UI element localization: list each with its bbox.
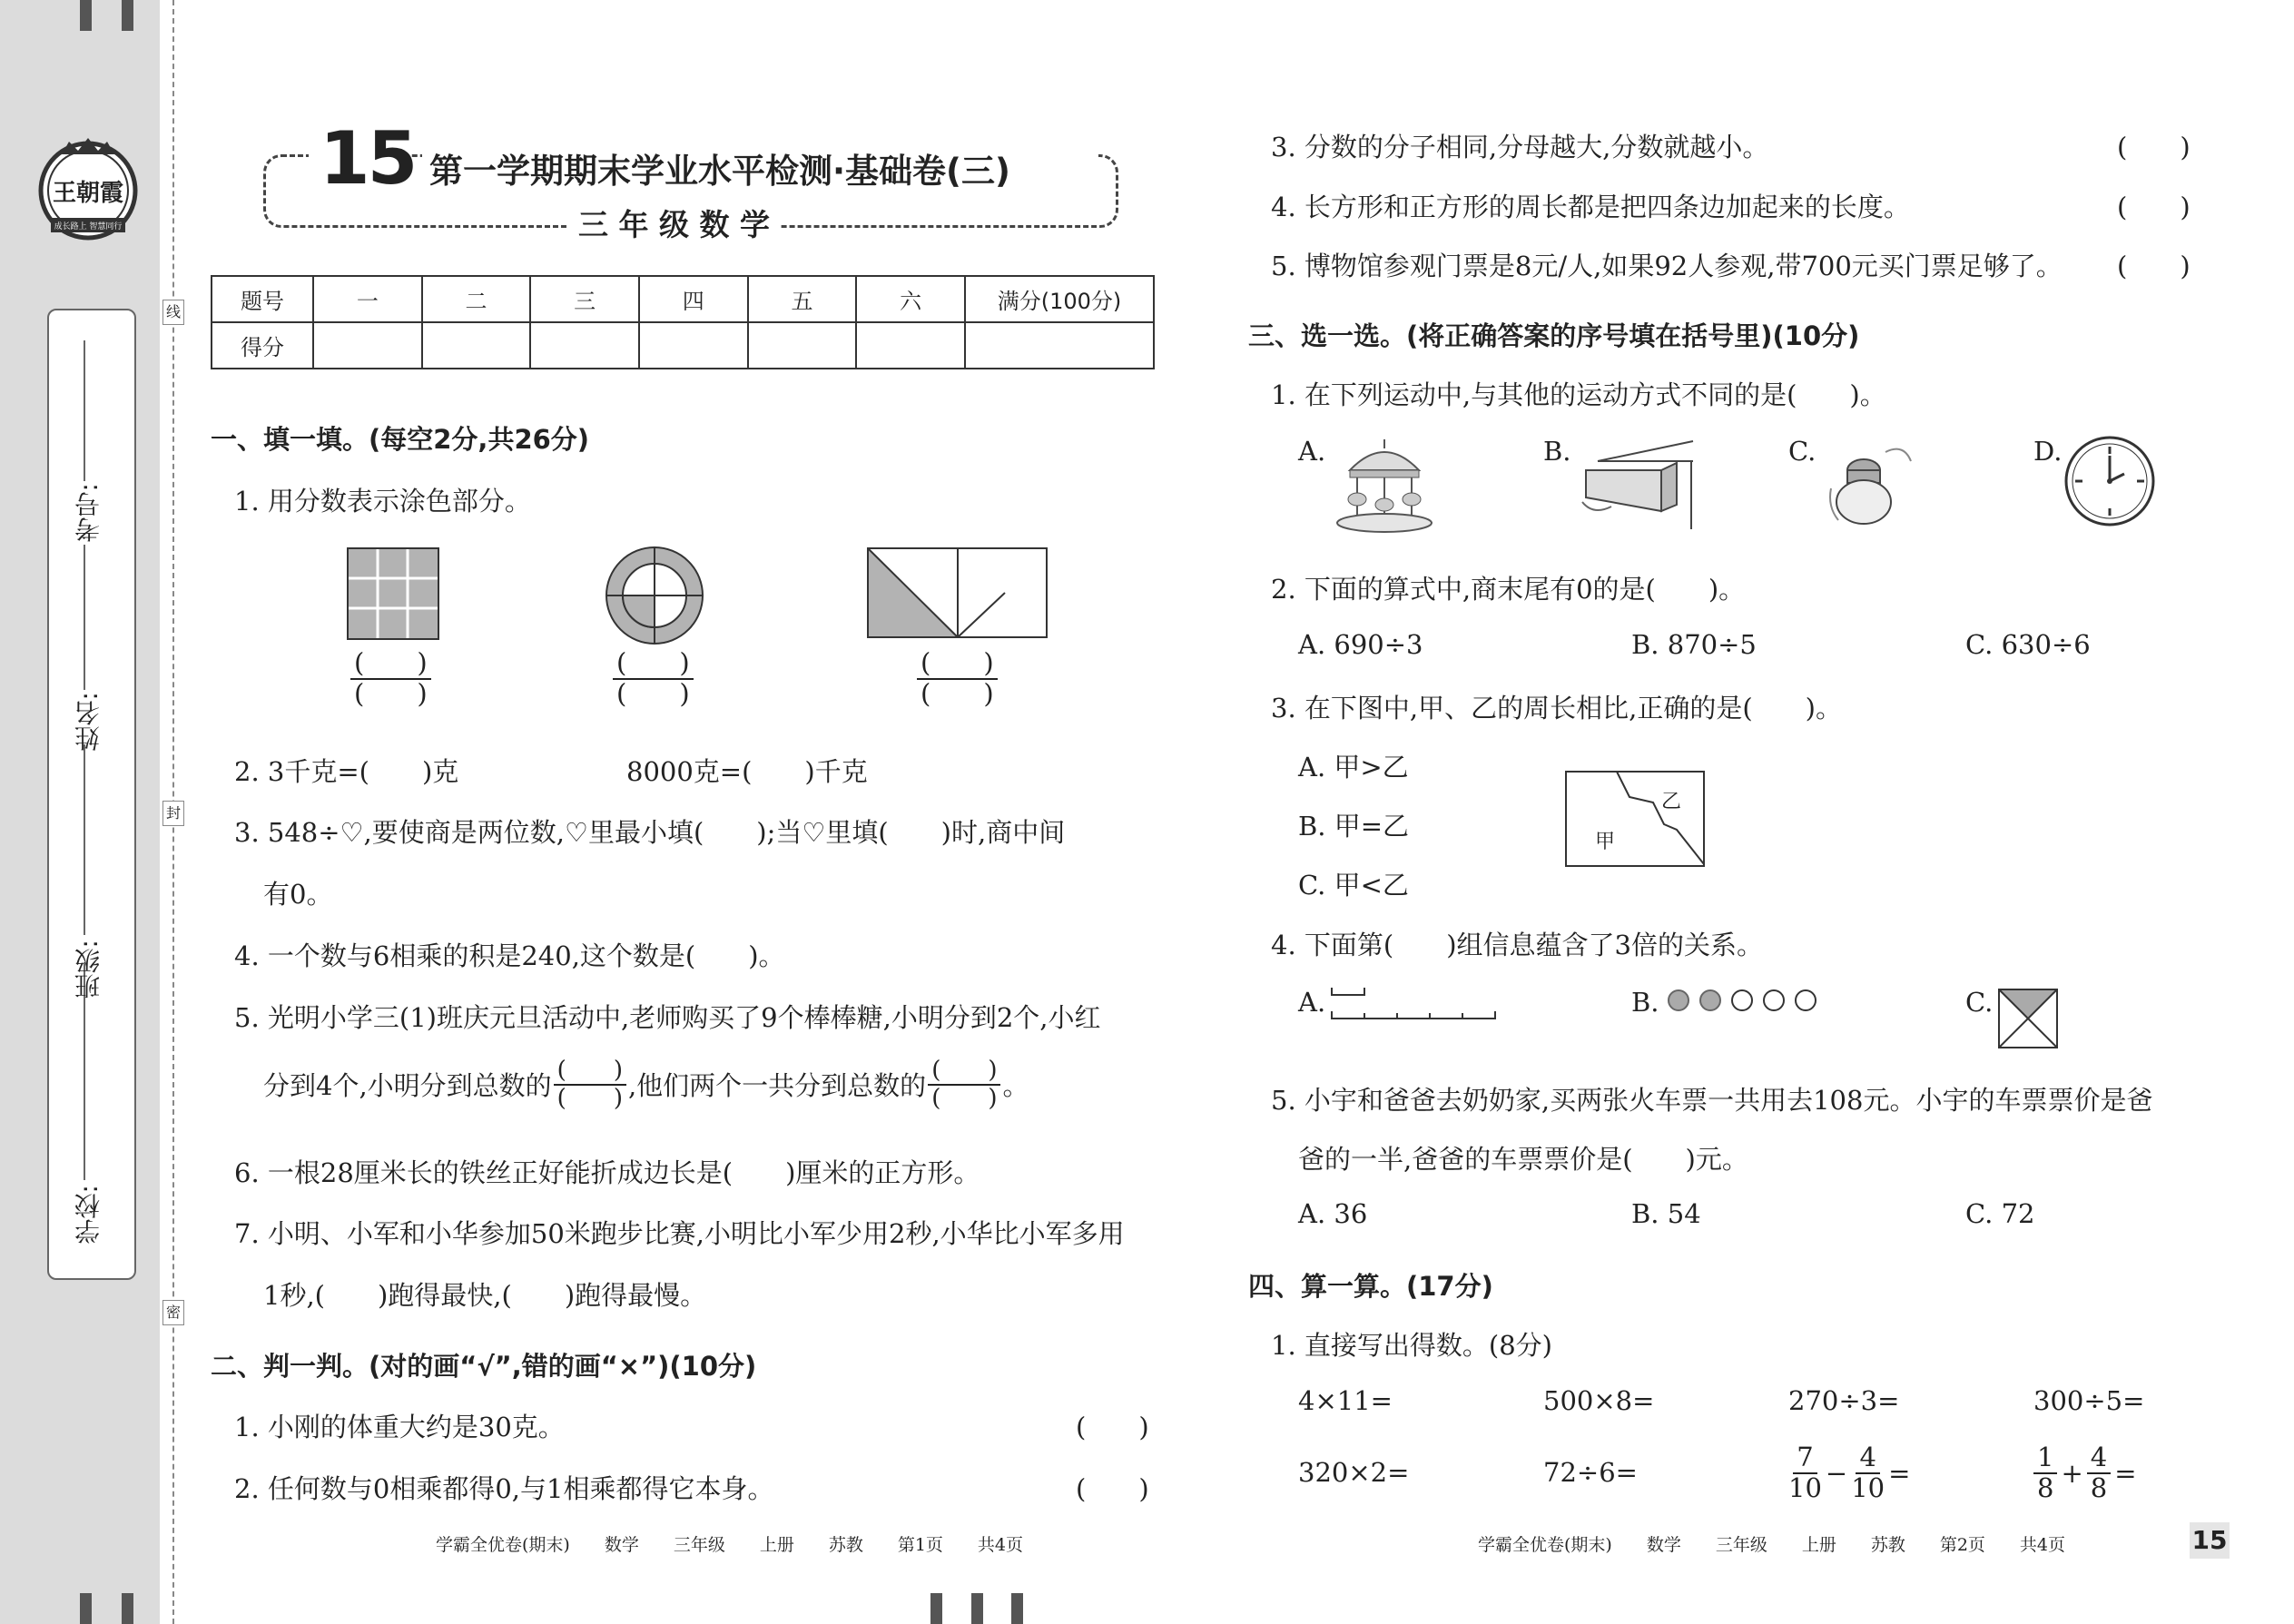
footer-right: 学霸全优卷(期末) 数学 三年级 上册 苏教 第2页 共4页 bbox=[1478, 1535, 2066, 1555]
figure-label-jia: 甲 bbox=[1595, 831, 1616, 853]
logo-name: 王朝霞 bbox=[52, 180, 123, 207]
seal-char: 线 bbox=[162, 300, 184, 325]
calc-item[interactable]: 270÷3= bbox=[1788, 1385, 1900, 1416]
crop-mark bbox=[122, 0, 133, 31]
score-header-cell: 题号 bbox=[212, 276, 313, 322]
crop-mark bbox=[930, 1593, 942, 1624]
calc-item[interactable]: 4×11= bbox=[1298, 1385, 1393, 1416]
score-header-cell: 满分(100分) bbox=[965, 276, 1154, 322]
name-field[interactable] bbox=[84, 545, 85, 690]
score-header-cell: 五 bbox=[748, 276, 857, 322]
score-cell[interactable] bbox=[530, 322, 639, 369]
answer-paren[interactable]: ( ) bbox=[1076, 1412, 1149, 1442]
circles-figure bbox=[1667, 988, 1830, 1015]
carousel-icon bbox=[1330, 434, 1439, 538]
option[interactable]: B. 甲=乙 bbox=[1298, 811, 1410, 842]
s1-q3-cont: 有0。 bbox=[263, 879, 333, 910]
s3-q5: 5. 小宇和爸爸去奶奶家,买两张火车票一共用去108元。小宇的车票票价是爸 bbox=[1271, 1085, 2153, 1116]
s1-q7: 7. 小明、小军和小华参加50米跑步比赛,小明比小军少用2秒,小华比小军多用 bbox=[234, 1218, 1125, 1249]
calc-item[interactable]: 300÷5= bbox=[2033, 1385, 2145, 1416]
spinning-top-icon bbox=[1820, 434, 1920, 534]
footer-left: 学霸全优卷(期末) 数学 三年级 上册 苏教 第1页 共4页 bbox=[436, 1535, 1024, 1555]
s2-item: 4. 长方形和正方形的周长都是把四条边加起来的长度。 bbox=[1271, 192, 1910, 222]
section4-heading: 四、算一算。(17分) bbox=[1248, 1271, 1493, 1302]
s2-item: 5. 博物馆参观门票是8元/人,如果92人参观,带700元买门票足够了。 bbox=[1271, 251, 2063, 281]
s2-item: 3. 分数的分子相同,分母越大,分数就越小。 bbox=[1271, 132, 1769, 162]
score-table bbox=[211, 275, 1155, 369]
option-label[interactable]: D. bbox=[2033, 436, 2063, 467]
calc-item[interactable]: 72÷6= bbox=[1543, 1457, 1638, 1488]
score-header-cell: 一 bbox=[313, 276, 422, 322]
score-header-cell: 六 bbox=[856, 276, 965, 322]
class-field[interactable] bbox=[84, 744, 85, 935]
score-row-label: 得分 bbox=[212, 322, 313, 369]
square-quarter-figure bbox=[1997, 988, 2059, 1049]
answer-paren[interactable]: ( ) bbox=[2117, 192, 2191, 222]
option[interactable]: C. 72 bbox=[1965, 1198, 2035, 1229]
option-label[interactable]: A. bbox=[1298, 436, 1326, 467]
crop-mark bbox=[122, 1593, 133, 1624]
s1-q1: 1. 用分数表示涂色部分。 bbox=[234, 486, 531, 517]
option-label[interactable]: A. bbox=[1298, 987, 1326, 1018]
school-label: 学校: bbox=[74, 1185, 103, 1245]
score-cell[interactable] bbox=[422, 322, 531, 369]
option[interactable]: B. 54 bbox=[1631, 1198, 1701, 1229]
score-cell[interactable] bbox=[856, 322, 965, 369]
crop-mark bbox=[80, 0, 92, 31]
s3-q5-cont: 爸的一半,爸爸的车票票价是( )元。 bbox=[1298, 1144, 1748, 1175]
s3-q2: 2. 下面的算式中,商末尾有0的是( )。 bbox=[1271, 574, 1746, 605]
s3-q4: 4. 下面第( )组信息蕴含了3倍的关系。 bbox=[1271, 930, 1763, 960]
option-label[interactable]: B. bbox=[1631, 987, 1659, 1018]
s1-q6: 6. 一根28厘米长的铁丝正好能折成边长是( )厘米的正方形。 bbox=[234, 1157, 980, 1188]
figure-grid bbox=[347, 547, 439, 640]
s2-item: 2. 任何数与0相乘都得0,与1相乘都得它本身。 bbox=[234, 1473, 774, 1504]
score-cell[interactable] bbox=[313, 322, 422, 369]
page-number-badge: 15 bbox=[2190, 1522, 2230, 1559]
exam-no-field[interactable] bbox=[84, 340, 85, 481]
calc-item[interactable]: 320×2= bbox=[1298, 1457, 1410, 1488]
s3-q1: 1. 在下列运动中,与其他的运动方式不同的是( )。 bbox=[1271, 379, 1886, 410]
perimeter-figure bbox=[1564, 770, 1706, 868]
score-cell[interactable] bbox=[748, 322, 857, 369]
s1-q3: 3. 548÷♡,要使商是两位数,♡里最小填( );当♡里填( )时,商中间 bbox=[234, 817, 1066, 848]
option[interactable]: C. 630÷6 bbox=[1965, 629, 2091, 660]
score-header-cell: 四 bbox=[639, 276, 748, 322]
option-label[interactable]: B. bbox=[1543, 436, 1571, 467]
fraction-blank[interactable]: $\frac{( )}{( )}$ bbox=[928, 1058, 1000, 1111]
s1-q7-cont: 1秒,( )跑得最快,( )跑得最慢。 bbox=[263, 1280, 707, 1311]
fraction-blank[interactable]: ( ) ( ) bbox=[350, 649, 431, 709]
crop-mark bbox=[80, 1593, 92, 1624]
calc-fraction-item[interactable]: $\frac{1}{8}$ + $\frac{4}{8}$ = bbox=[2033, 1443, 2137, 1503]
fraction-blank[interactable]: ( ) ( ) bbox=[613, 649, 694, 709]
option-label[interactable]: C. bbox=[1965, 987, 1994, 1018]
exam-no-label: 考号: bbox=[74, 483, 103, 543]
drawer-icon bbox=[1575, 434, 1698, 534]
brand-logo bbox=[34, 134, 142, 241]
answer-paren[interactable]: ( ) bbox=[2117, 132, 2191, 162]
s1-q2a: 2. 3千克=( )克 bbox=[234, 756, 459, 787]
figure-rectangle bbox=[867, 547, 1049, 638]
fraction-blank[interactable]: $\frac{( )}{( )}$ bbox=[554, 1058, 626, 1111]
option[interactable]: C. 甲<乙 bbox=[1298, 870, 1409, 901]
score-header-cell: 二 bbox=[422, 276, 531, 322]
seal-char: 密 bbox=[162, 1300, 184, 1325]
section1-heading: 一、填一填。(每空2分,共26分) bbox=[211, 424, 590, 455]
paper-title: 第一学期期末学业水平检测·基础卷(三) bbox=[422, 143, 1018, 192]
name-label: 姓名: bbox=[74, 692, 103, 752]
crop-mark bbox=[1011, 1593, 1023, 1624]
option[interactable]: A. 690÷3 bbox=[1298, 629, 1423, 660]
option[interactable]: A. 甲>乙 bbox=[1298, 752, 1409, 782]
answer-paren[interactable]: ( ) bbox=[1076, 1473, 1149, 1504]
score-header-cell: 三 bbox=[530, 276, 639, 322]
figure-label-yi: 乙 bbox=[1661, 791, 1682, 813]
s1-q4: 4. 一个数与6相乘的积是240,这个数是( )。 bbox=[234, 940, 785, 971]
clock-icon bbox=[2063, 434, 2157, 528]
option[interactable]: B. 870÷5 bbox=[1631, 629, 1757, 660]
fraction-blank[interactable]: ( ) ( ) bbox=[917, 649, 998, 709]
calc-item[interactable]: 500×8= bbox=[1543, 1385, 1655, 1416]
s1-q5-cont: 分到4个,小明分到总数的 $\frac{( )}{( )}$ ,他们两个一共分到总数的 $\frac{( )}{( )}$ 。 bbox=[263, 1057, 1029, 1112]
section2-heading: 二、判一判。(对的画“√”,错的画“×”)(10分) bbox=[211, 1351, 757, 1382]
line-segments-figure bbox=[1330, 984, 1502, 1025]
option[interactable]: A. 36 bbox=[1298, 1198, 1368, 1229]
answer-paren[interactable]: ( ) bbox=[2117, 251, 2191, 281]
student-info-box bbox=[47, 309, 136, 1280]
score-cell[interactable] bbox=[639, 322, 748, 369]
calc-fraction-item[interactable]: $\frac{7}{10}$ − $\frac{4}{10}$ = bbox=[1788, 1442, 1911, 1503]
paper-subtitle: 三 年 级 数 学 bbox=[567, 202, 781, 244]
section3-heading: 三、选一选。(将正确答案的序号填在括号里)(10分) bbox=[1248, 320, 1860, 351]
option-label[interactable]: C. bbox=[1788, 436, 1816, 467]
s1-q2b: 8000克=( )千克 bbox=[626, 756, 868, 787]
paper-number: 15 bbox=[320, 116, 416, 201]
logo-caption: 成长路上 智慧同行 bbox=[54, 222, 123, 231]
seal-char: 封 bbox=[162, 801, 184, 826]
s2-item: 1. 小刚的体重大约是30克。 bbox=[234, 1412, 565, 1442]
crop-mark bbox=[971, 1593, 983, 1624]
s4-q1: 1. 直接写出得数。(8分) bbox=[1271, 1330, 1552, 1361]
class-label: 班级: bbox=[74, 940, 103, 999]
figure-circle bbox=[604, 545, 705, 646]
score-cell[interactable] bbox=[965, 322, 1154, 369]
s3-q3: 3. 在下图中,甲、乙的周长相比,正确的是( )。 bbox=[1271, 693, 1842, 723]
s1-q5: 5. 光明小学三(1)班庆元旦活动中,老师购买了9个棒棒糖,小明分到2个,小红 bbox=[234, 1002, 1101, 1033]
